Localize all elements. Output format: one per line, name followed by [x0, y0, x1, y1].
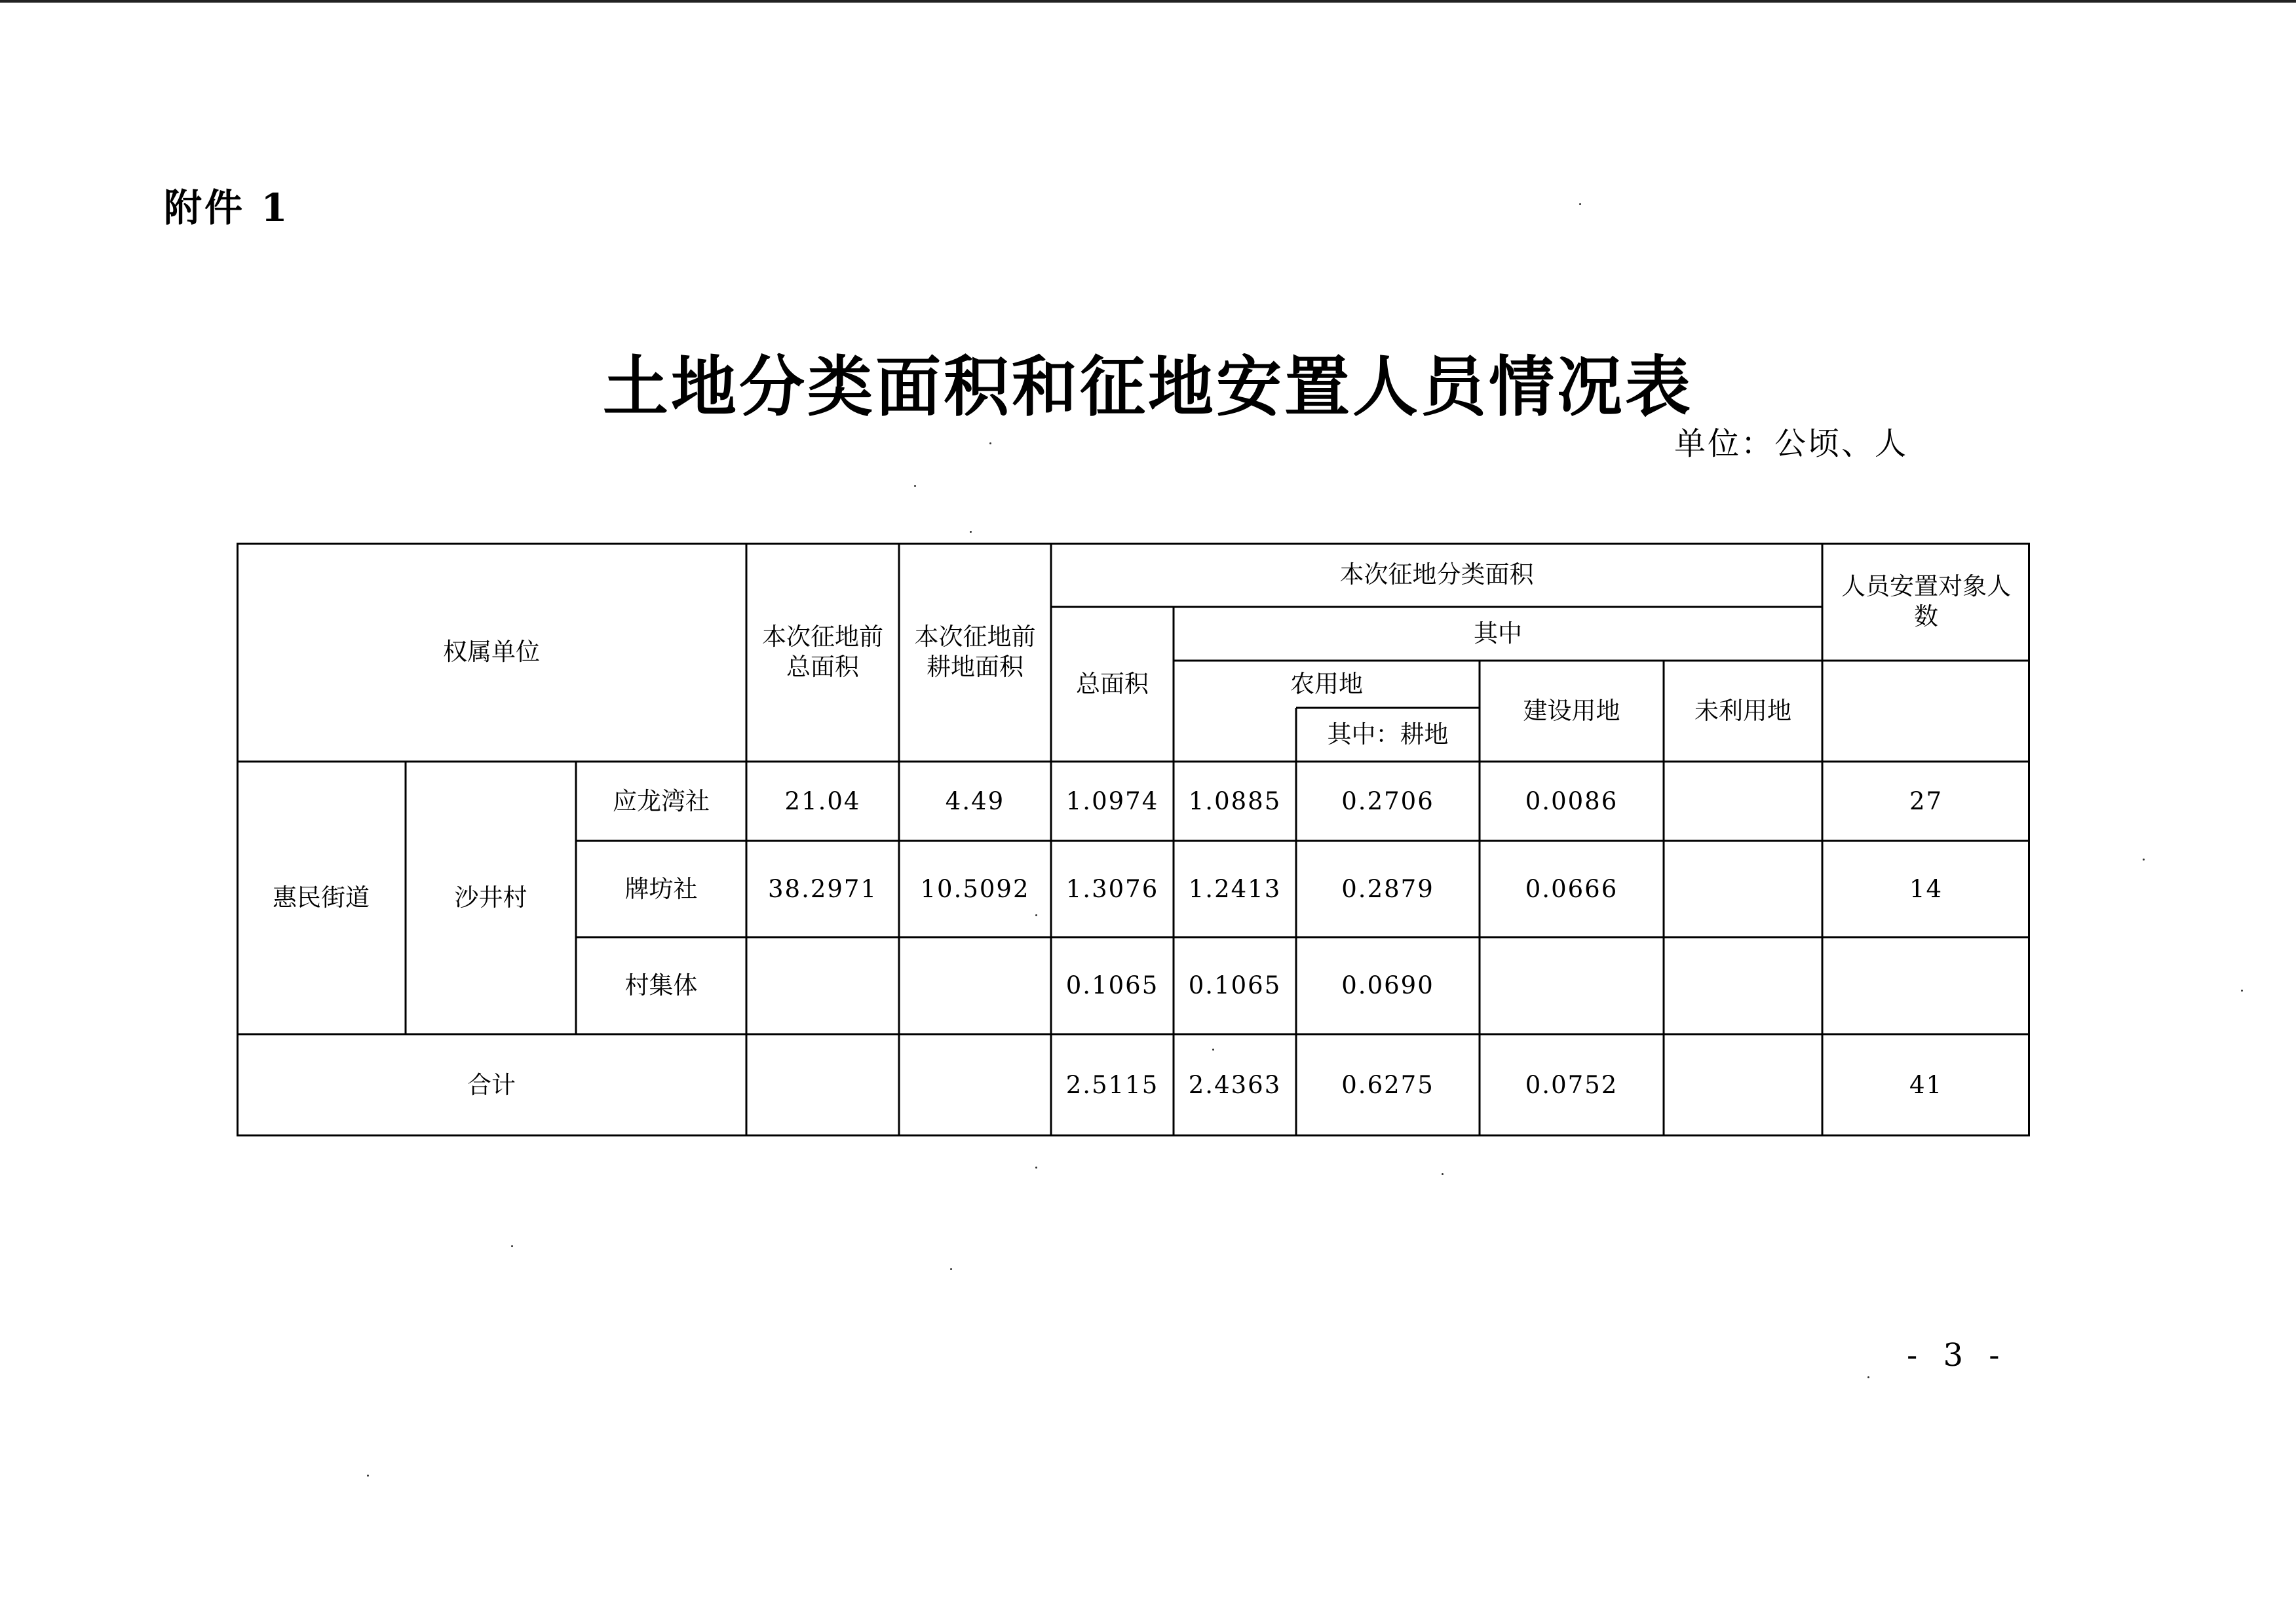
unit-label: 单位：公顷、人: [1674, 425, 1909, 462]
scan-speck: [950, 1268, 952, 1270]
header-total-before: 本次征地前总面积: [762, 623, 883, 681]
scan-speck: [367, 1475, 369, 1477]
row-farm: 0.0690: [1341, 971, 1434, 999]
total-label: 合计: [467, 1071, 516, 1099]
row-total: 1.0974: [1065, 786, 1159, 815]
village-cell: 沙井村: [454, 883, 527, 912]
row-total: 0.1065: [1065, 971, 1159, 999]
header-agri-farm: 其中：耕地: [1327, 720, 1449, 748]
scan-speck: [1442, 1173, 1444, 1175]
scan-speck: [1867, 1376, 1869, 1378]
row-total-before: 21.04: [784, 786, 861, 815]
attachment-label: 附件 1: [164, 185, 290, 230]
row-farm-before: 10.5092: [920, 874, 1030, 903]
row-farm-before: [899, 937, 1051, 1034]
scan-speck: [914, 485, 916, 487]
header-among: 其中: [1474, 619, 1522, 648]
scan-speck: [511, 1245, 513, 1247]
row-unused: [1664, 937, 1822, 1034]
total-unused: [1664, 1034, 1822, 1136]
scan-speck: [2241, 990, 2243, 992]
street-cell: 惠民街道: [273, 883, 370, 912]
row-unused: [1664, 762, 1822, 841]
row-total-before: 38.2971: [767, 874, 877, 903]
header-classified: 本次征地分类面积: [1339, 560, 1534, 589]
scan-speck: [970, 531, 972, 533]
header-owner: 权属单位: [443, 638, 540, 666]
total-construction: 0.0752: [1525, 1071, 1618, 1099]
row-name: 应龙湾社: [613, 786, 710, 815]
row-construction: [1480, 937, 1664, 1034]
header-unused: 未利用地: [1694, 697, 1791, 725]
total-total-before: [746, 1034, 899, 1136]
total-farm: 0.6275: [1341, 1071, 1434, 1099]
total-total: 2.5115: [1065, 1071, 1159, 1099]
row-name: 牌坊社: [624, 874, 698, 903]
row-construction: 0.0086: [1525, 786, 1618, 815]
scan-speck: [1035, 914, 1037, 916]
row-total-before: [746, 937, 899, 1034]
row-people: [1822, 937, 2030, 1034]
total-agri: 2.4363: [1188, 1071, 1282, 1099]
scan-top-edge: [0, 0, 2296, 3]
total-people: 41: [1909, 1071, 1943, 1099]
scan-speck: [1579, 203, 1581, 205]
document-title: 土地分类面积和征地安置人员情况表: [603, 348, 1693, 425]
row-name: 村集体: [624, 971, 698, 999]
row-farm: 0.2879: [1341, 874, 1434, 903]
row-unused: [1664, 841, 1822, 937]
scan-speck: [1035, 1167, 1037, 1169]
header-resettle: 人员安置对象人数: [1841, 572, 2011, 630]
row-farm-before: 4.49: [945, 786, 1005, 815]
scan-speck: [989, 442, 991, 444]
header-construction: 建设用地: [1523, 697, 1620, 725]
row-total: 1.3076: [1065, 874, 1159, 903]
header-total-area: 总面积: [1076, 670, 1149, 698]
scan-speck: [1212, 1049, 1214, 1051]
header-farm-before: 本次征地前耕地面积: [914, 623, 1036, 681]
header-agri: 农用地: [1290, 670, 1363, 698]
row-construction: 0.0666: [1525, 874, 1618, 903]
row-people: 14: [1909, 874, 1943, 903]
total-farm-before: [899, 1034, 1051, 1136]
page-number: - 3 -: [1907, 1337, 2008, 1374]
row-agri: 0.1065: [1188, 971, 1282, 999]
row-farm: 0.2706: [1341, 786, 1434, 815]
land-table: [237, 543, 2030, 1136]
row-people: 27: [1909, 786, 1943, 815]
row-agri: 1.2413: [1188, 874, 1282, 903]
row-agri: 1.0885: [1188, 786, 1282, 815]
scan-speck: [2143, 859, 2145, 861]
